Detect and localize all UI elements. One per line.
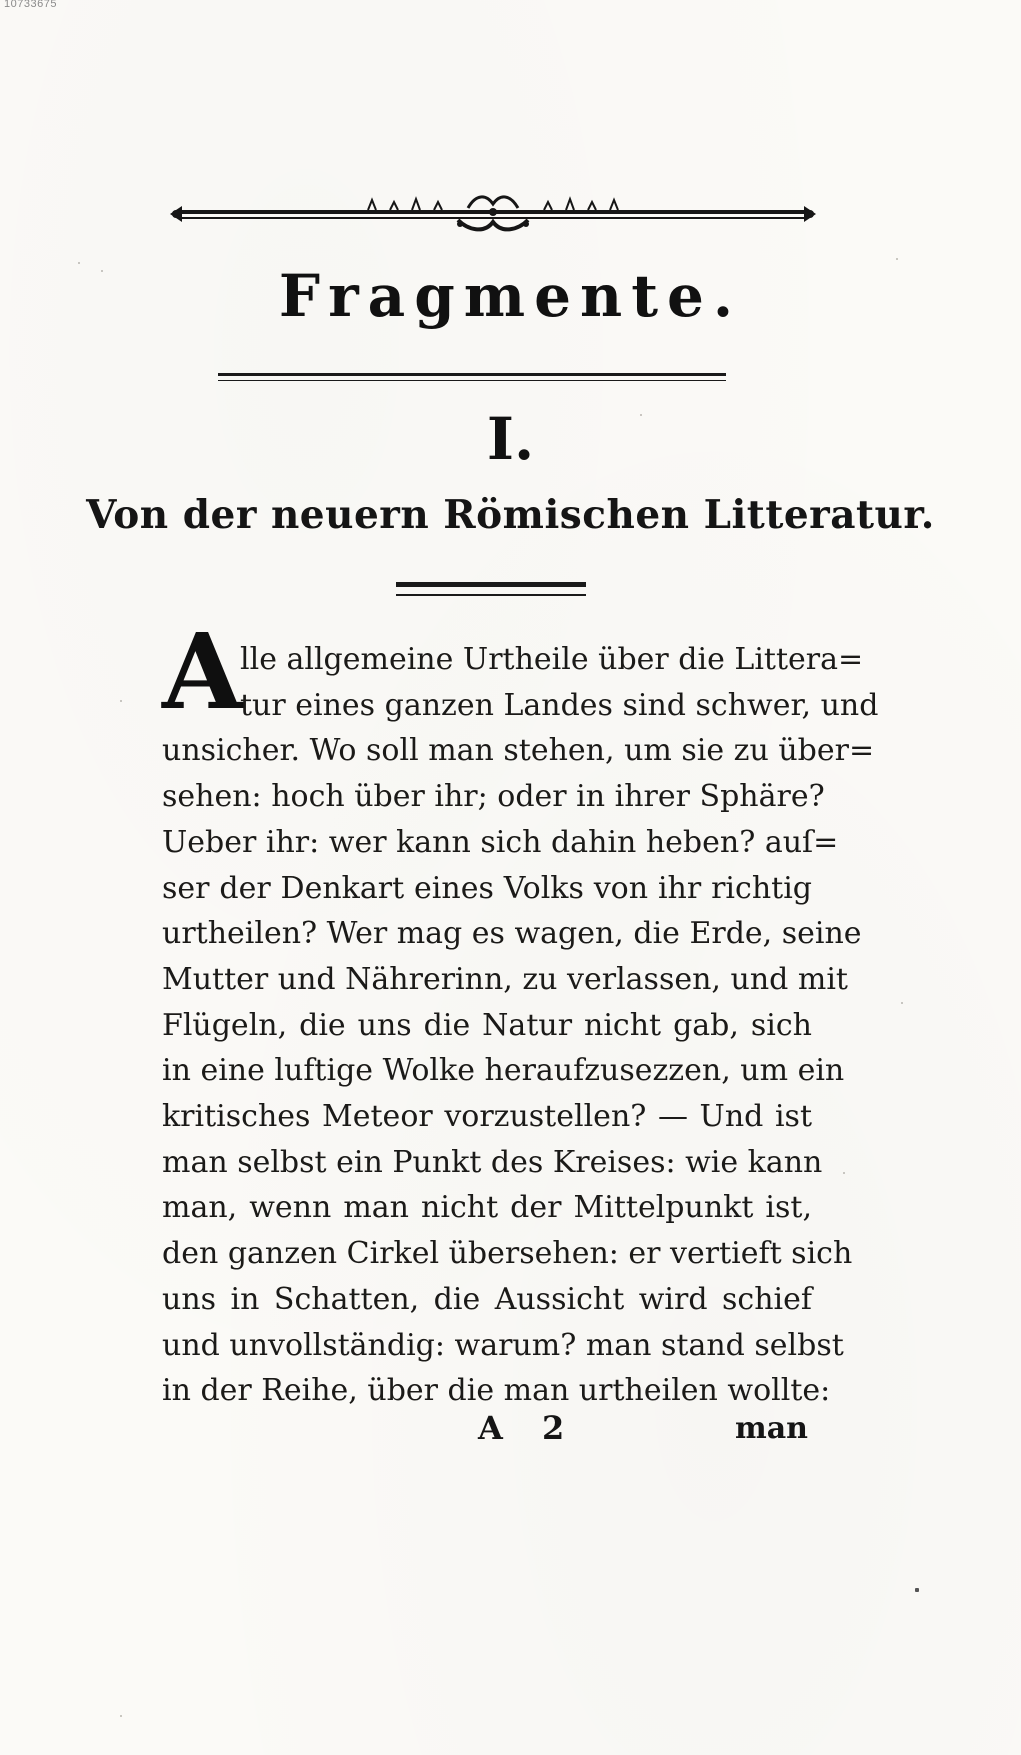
text-line: in der Reihe, über die man urtheilen wollte: [162,1373,831,1409]
title-rule [218,373,726,381]
scan-speck [915,1588,919,1592]
scan-speck [120,700,122,702]
text-line: Flügeln, die uns die Natur nicht gab, sich [162,1007,812,1043]
scan-id: 10733675 [4,0,57,10]
text-line: lle allgemeine Urtheile über die Littera= [240,642,864,677]
text-line: kritisches Meteor vorzustellen? — Und ist [162,1099,812,1135]
text-line: man selbst ein Punkt des Kreises: wie kann [162,1144,823,1180]
body-paragraph [162,637,879,1414]
scan-speck [120,1715,122,1717]
text-line: tur eines ganzen Landes sind schwer, und [240,687,879,723]
text-line: sehen: hoch über ihr; oder in ihrer Sphäre? [162,779,825,815]
scan-speck [640,414,642,416]
scan-speck [901,1002,903,1004]
scan-speck [101,270,103,272]
catchword: man [735,1411,808,1446]
text-line: Mutter und Nährerinn, zu verlassen, und mit [162,961,848,997]
text-line: urtheilen? Wer mag es wagen, die Erde, seine [162,916,862,952]
section-title: Von der neuern Römischen Litteratur. [86,492,935,538]
signature-mark: A 2 [478,1409,579,1447]
section-rule-thick [396,582,586,587]
page-title: Fragmente. [278,262,743,330]
text-line: uns in Schatten, die Aussicht wird schief [162,1281,812,1317]
text-line: in eine luftige Wolke heraufzusezzen, um ein [162,1053,845,1089]
text-line: Ueber ihr: wer kann sich dahin heben? auſ= [162,824,839,860]
section-rule-thin [396,594,586,596]
section-number: I. [486,405,535,473]
scan-speck [843,1172,845,1174]
ornament-headpiece [168,190,818,240]
text-line: unsicher. Wo soll man stehen, um sie zu über= [162,733,875,769]
section-rule [396,582,586,600]
text-line: den ganzen Cirkel übersehen: er vertieft sich [162,1236,853,1272]
scan-speck [78,262,80,264]
text-line: ser der Denkart eines Volks von ihr richtig [162,870,812,906]
scan-speck [896,258,898,260]
text-line: und unvollständig: warum? man stand selbst [162,1327,844,1363]
text-line: man, wenn man nicht der Mittelpunkt ist, [162,1190,812,1226]
drop-cap: A [162,610,243,733]
